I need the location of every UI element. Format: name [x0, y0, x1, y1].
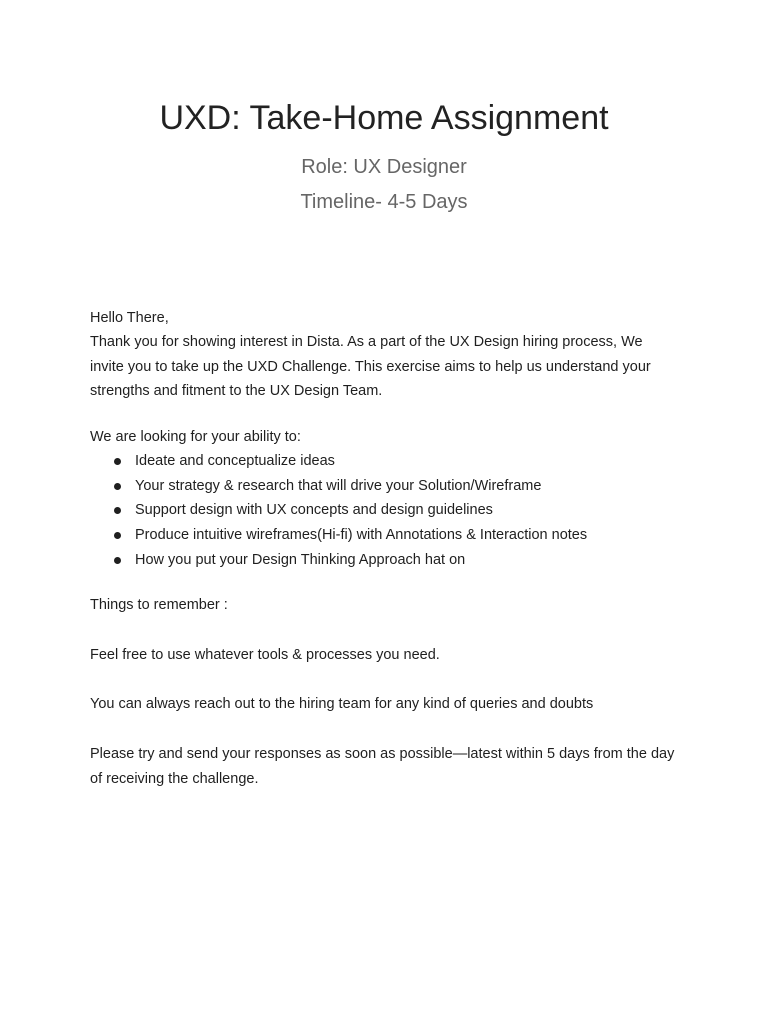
list-item-text: Support design with UX concepts and design guidelines: [135, 502, 493, 519]
list-item-text: Ideate and conceptualize ideas: [135, 453, 335, 469]
list-item: [90, 523, 690, 548]
bullet-icon: [114, 483, 121, 490]
intro-paragraph: Thank you for showing interest in Dista. As a part of the UX Design hiring process, We invite you to take up the UXD Challenge. This exercise aims to help us understand your strengths and fitment to the UX Design Team.: [90, 334, 651, 400]
deadline-note: Please try and send your responses as soon as possible—latest within 5 days from the day of receiving the challenge.: [90, 746, 675, 787]
abilities-heading: We are looking for your ability to:: [90, 429, 301, 445]
role-subtitle: Role: UX Designer: [301, 156, 467, 178]
things-to-remember-heading: Things to remember :: [90, 597, 228, 613]
list-item-text: Produce intuitive wireframes(Hi-fi) with Annotations & Interaction notes: [135, 527, 588, 544]
list-item-text: Your strategy & research that will drive your Solution/Wireframe: [135, 477, 542, 494]
bullet-icon: [114, 458, 121, 465]
list-item: [90, 498, 690, 523]
document-title: UXD: Take-Home Assignment: [159, 99, 609, 137]
reach-out-note: You can always reach out to the hiring team for any kind of queries and doubts: [90, 696, 594, 712]
tools-note: Feel free to use whatever tools & processes you need.: [90, 647, 440, 663]
abilities-list: [90, 449, 690, 573]
bullet-icon: [114, 532, 121, 539]
list-item-text: How you put your Design Thinking Approach hat on: [135, 551, 466, 568]
greeting-text: Hello There,: [90, 310, 169, 326]
bullet-icon: [114, 557, 121, 564]
list-item: [90, 474, 690, 499]
list-item: [90, 548, 690, 573]
bullet-icon: [114, 507, 121, 514]
list-item: [90, 449, 690, 474]
timeline-subtitle: Timeline- 4-5 Days: [300, 191, 468, 213]
